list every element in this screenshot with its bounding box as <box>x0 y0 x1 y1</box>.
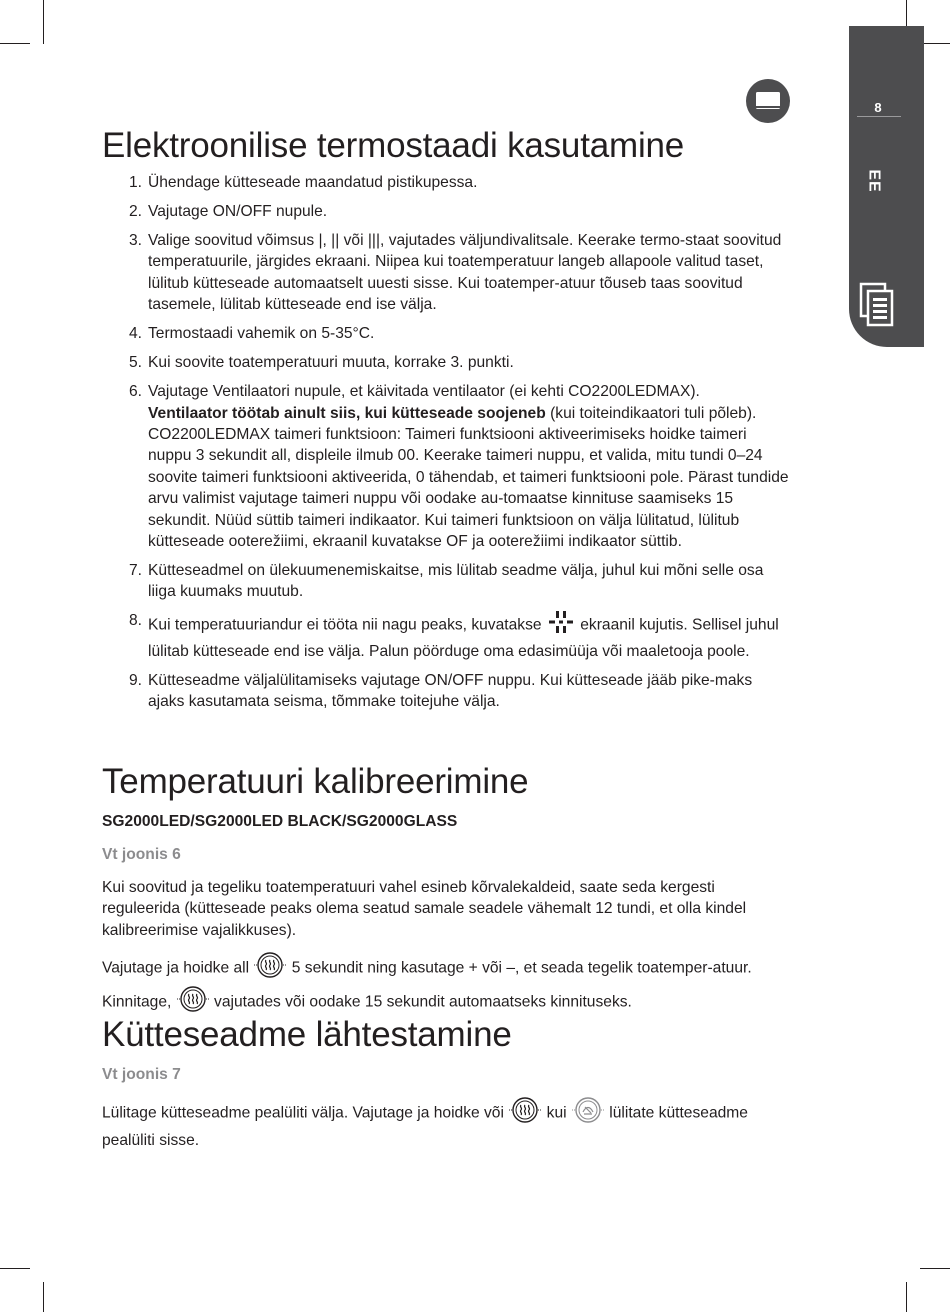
list-item: 8. Kui temperatuuriandur ei tööta nii nagu peaks, kuvatakse ekraanil kujutis. Sellisel juhul lülitab kütteseade end ise välja. Palun pöörduge oma edasimüüja või maaletooja poole. <box>129 612 779 660</box>
heat-button-icon <box>253 951 287 985</box>
figure-reference: Vt joonis 6 <box>102 846 181 863</box>
list-item: 2. Vajutage ON/OFF nupule. <box>129 203 328 220</box>
reset-instruction: Lülitage kütteseadme pealüliti välja. Vajutage ja hoidke või kui lülitate kütteseadme pealüliti sisse. <box>102 1096 792 1152</box>
calibration-paragraph: Kui soovitud ja tegeliku toatemperatuuri vahel esineb kõrvalekaldeid, saate seda kergesti reguleerida (kütteseade peaks olema seatud samale seadele vähemalt 12 tundi, et olla kindel kalibreerimise vajalikkuses). <box>102 879 747 939</box>
list-item: 9. Kütteseadme väljalülitamiseks vajutage ON/OFF nuppu. Kui kütteseade jääb pike-maks ajaks kasutamata seisma, tõmmake toitejuhe välja. <box>129 671 753 711</box>
sensor-error-icon <box>546 610 576 640</box>
side-tab <box>849 26 924 347</box>
crop-mark <box>0 1268 30 1269</box>
list-item: 3. Valige soovitud võimsus |, || või |||, vajutades väljundivalitsale. Keerake termo-staat soovitud temperatuurile, järgides ekraani. Niipea kui toatemperatuur langeb allapoole valitud taset, lülitub kütteseade automaatselt uuesti sisse. Kui toatemper-atuur tõuseb taas soovitud tasemele, lülitab kütteseade end ise välja. <box>129 232 782 314</box>
figure-reference: Vt joonis 7 <box>102 1066 181 1083</box>
crop-mark <box>43 0 44 44</box>
instruction-list <box>102 172 792 720</box>
bold-note: Ventilaator töötab ainult siis, kui kütteseade soojeneb <box>148 404 546 422</box>
crop-mark <box>920 43 950 44</box>
section-title-thermostat: Elektroonilise termostaadi kasutamine <box>102 126 685 165</box>
calibration-instruction: Vajutage ja hoidke all 5 sekundit ning kasutage + või –, et seada tegelik toatemper-atuur. Kinnitage, vajutades või oodake 15 sekundit automaatseks kinnituseks. <box>102 951 792 1020</box>
document-icon <box>859 282 895 333</box>
language-code: EE <box>865 169 883 193</box>
crop-mark <box>920 1268 950 1269</box>
list-item: 7. Kütteseadmel on ülekuumenemiskaitse, mis lülitab seadme välja, juhul kui mõni selle osa liiga kuumaks muutub. <box>129 562 764 601</box>
section-title-reset: Kütteseadme lähtestamine <box>102 1015 512 1054</box>
crop-mark <box>0 43 30 44</box>
section-title-calibration: Temperatuuri kalibreerimine <box>102 762 529 801</box>
tab-divider <box>857 116 901 117</box>
page-number: 8 <box>874 100 882 115</box>
list-item: 5. Kui soovite toatemperatuuri muuta, korrake 3. punkti. <box>129 354 514 372</box>
fan-button-icon <box>571 1096 605 1130</box>
list-item: 4. Termostaadi vahemik on 5-35°C. <box>129 325 375 343</box>
crop-mark <box>43 1282 44 1312</box>
list-item: 6. Vajutage Ventilaatori nupule, et käivitada ventilaator (ei kehti CO2200LEDMAX). Ventilaator töötab ainult siis, kui kütteseade soojeneb (kui toiteindikaatori tuli põleb). CO2200LEDMAX taimeri funktsioon: Taimeri funktsiooni aktiveerimiseks hoidke taimeri nuppu 3 sekundit all, displeile ilmub 00. Keerake taimeri nuppu, et valida, mitu tundi 0–24 soovite taimeri funktsiooni aktiveerida, 0 tähendab, et taimeri funktsiooni pole. Pärast tundide arvu valimist vajutage taimeri nuppu või oodake au-tomaatse kinnituse saamiseks 15 sekundit. Nüüd süttib taimeri indikaator. Kui taimeri funktsioon on välja lülitatud, lülitub kütteseade ooterežiimi, ekraanil kuvatakse OF ja ooterežiimi indikaator süttib. <box>129 383 789 551</box>
list-item: 1. Ühendage kütteseade maandatud pistikupessa. <box>129 174 478 191</box>
book-icon <box>746 79 790 128</box>
heat-button-icon <box>508 1096 542 1130</box>
crop-mark <box>906 1282 907 1312</box>
model-list: SG2000LED/SG2000LED BLACK/SG2000GLASS <box>102 813 458 830</box>
